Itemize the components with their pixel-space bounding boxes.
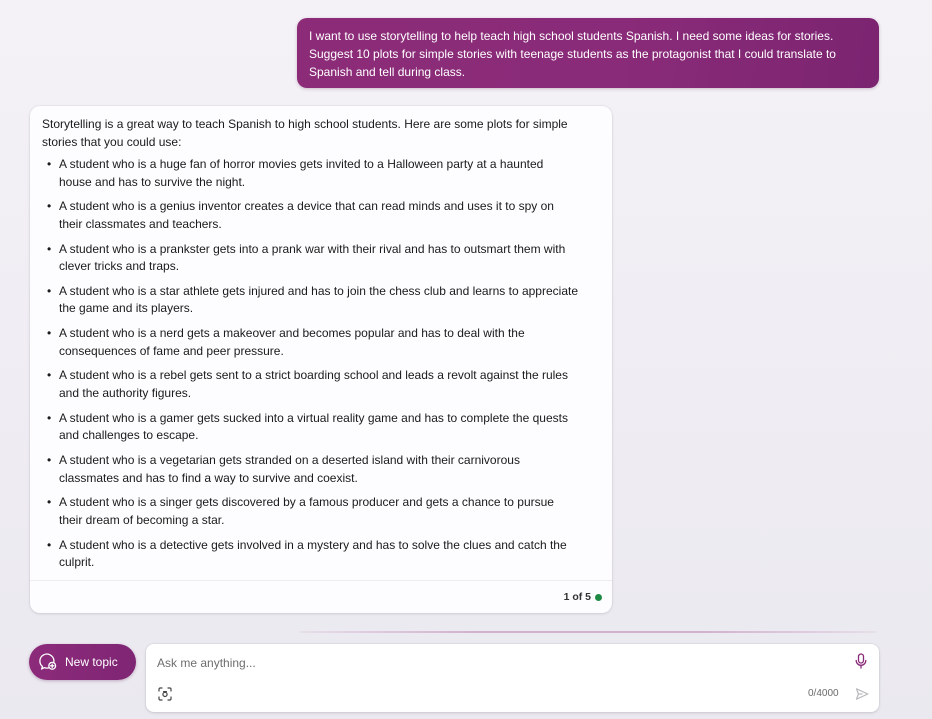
list-item: • A student who is a rebel gets sent to a strict boarding school and leads a revolt against the rules and the authority figures. [42,367,600,402]
list-item: • A student who is a detective gets involved in a mystery and has to solve the clues and catch the culprit. [42,537,600,572]
composer [146,644,879,712]
list-item: • A student who is a nerd gets a makeover and becomes popular and has to deal with the consequences of fame and peer pressure. [42,325,600,360]
new-topic-label: New topic [65,655,118,669]
plot-list [42,156,600,572]
screenshot-capture-icon[interactable] [158,687,172,701]
bot-response-card [30,106,612,613]
user-message-bubble [297,18,879,88]
bot-intro-text: Storytelling is a great way to teach Spanish to high school students. Here are some plots for simple stories that you could use: [42,117,568,149]
chat-input[interactable] [157,652,837,674]
list-item: • A student who is a prankster gets into a prank war with their rival and has to outsmart them with clever tricks and traps. [42,241,600,276]
list-item: • A student who is a gamer gets sucked into a virtual reality game and has to complete the quests and challenges to escape. [42,410,600,445]
list-item: • A student who is a huge fan of horror movies gets invited to a Halloween party at a haunted house and has to survive the night. [42,156,600,191]
typing-divider [300,631,876,633]
status-dot [595,594,602,601]
microphone-icon[interactable] [854,653,868,669]
send-icon[interactable] [855,687,869,701]
new-topic-icon [39,653,57,671]
list-item: • A student who is a singer gets discovered by a famous producer and gets a chance to pursue their dream of becoming a star. [42,494,600,529]
list-item: • A student who is a genius inventor creates a device that can read minds and uses it to spy on their classmates and teachers. [42,198,600,233]
list-item: • A student who is a vegetarian gets stranded on a deserted island with their carnivorous classmates and has to find a way to survive and coexist. [42,452,600,487]
list-item: • A student who is a star athlete gets injured and has to join the chess club and learns to appreciate the game and its players. [42,283,600,318]
bot-response-footer [30,580,612,613]
character-count: 0/4000 [808,688,839,699]
user-message-text: I want to use storytelling to help teach high school students Spanish. I need some ideas for stories. Suggest 10 plots for simple stories with teenage students as the protagonist that I could translate to Spanish and tell during class. [309,29,836,80]
turn-counter: 1 of 5 [563,591,591,603]
new-topic-button[interactable] [29,644,136,680]
